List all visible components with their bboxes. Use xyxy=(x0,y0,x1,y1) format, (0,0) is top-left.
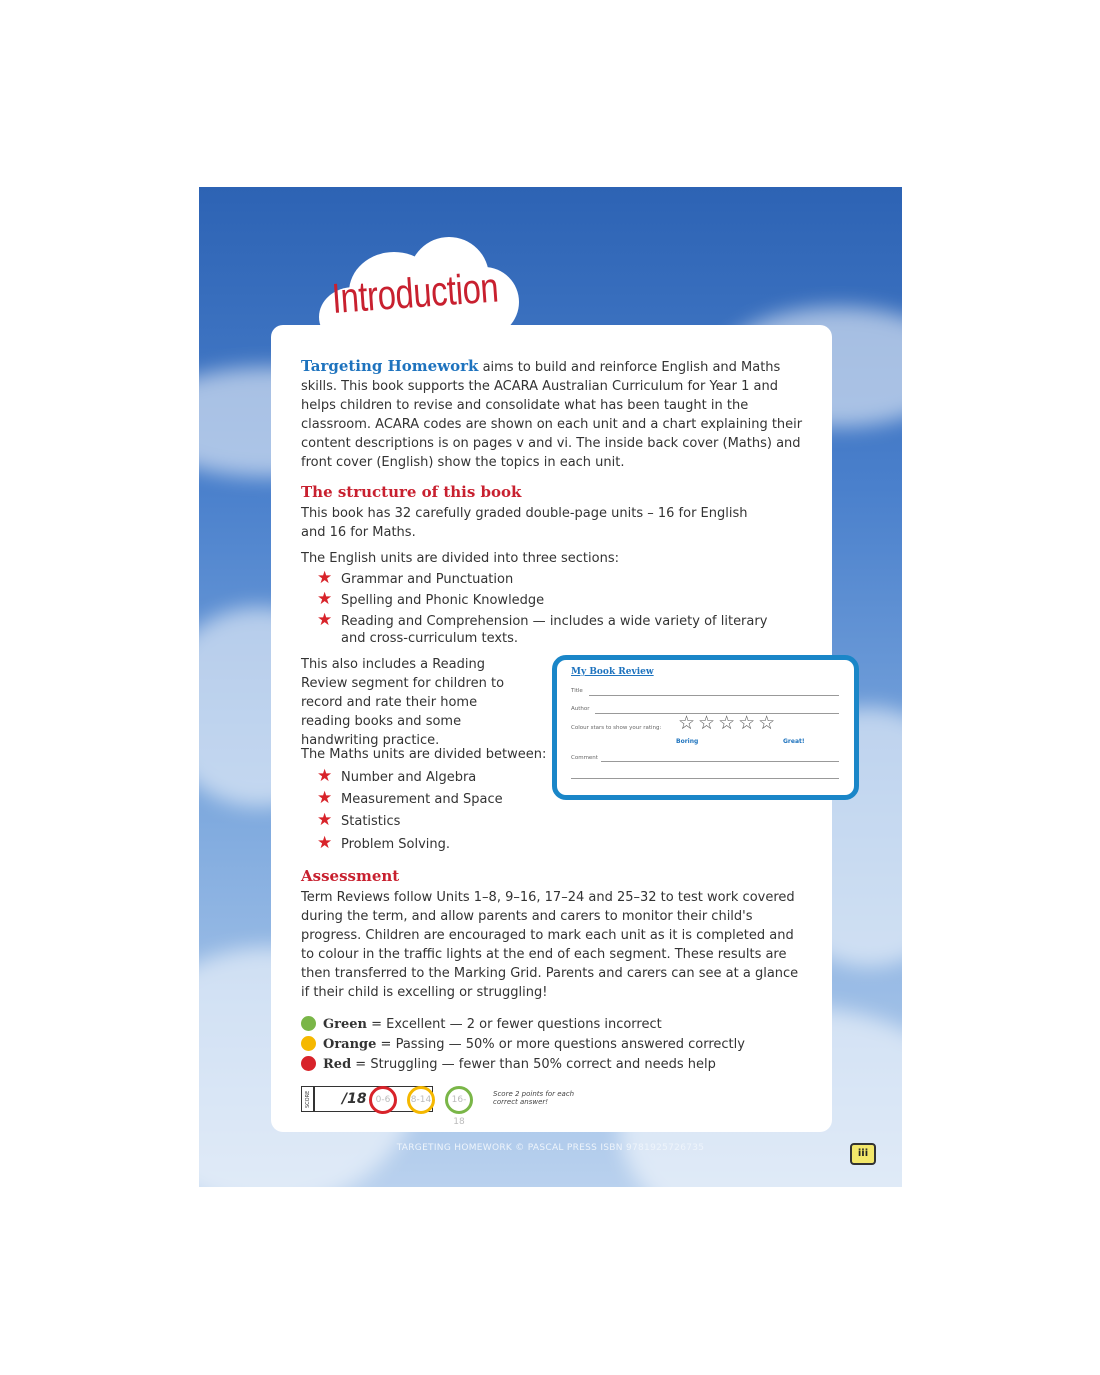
rating-stars-icon: ☆☆☆☆☆ xyxy=(678,712,779,734)
footer-text: TARGETING HOMEWORK © PASCAL PRESS ISBN 9781925726735 xyxy=(396,1143,705,1153)
reading-review-paragraph: This also includes a Reading Review segment for children to record and rate their home reading books and some handwriting practice. xyxy=(301,657,505,748)
assessment-heading: Assessment xyxy=(301,867,400,885)
intro-paragraph xyxy=(301,357,811,472)
structure-heading: The structure of this book xyxy=(301,483,522,501)
title-line xyxy=(589,695,839,696)
star-icon: ★ xyxy=(317,589,333,609)
list-item: ★ Reading and Comprehension — includes a wide variety of literary and cross-curriculum texts. xyxy=(317,610,768,646)
rating-low-label: Boring xyxy=(676,738,699,745)
list-item: ★ Problem Solving. xyxy=(317,833,451,853)
star-icon: ★ xyxy=(317,766,333,786)
intro-text: aims to build and reinforce English and Maths skills. This book supports the ACARA Australian Curriculum for Year 1 and helps children to revise and consolidate what has been taught in the classroom. ACARA codes are shown on each unit and a chart explaining their content descriptions is on pages v and vi. The inside back cover (Maths) and front cover (English) show the topics in each unit. xyxy=(301,360,803,470)
comment-line xyxy=(601,761,839,762)
english-sections-list xyxy=(301,568,771,647)
traffic-light-legend xyxy=(301,1015,745,1075)
star-icon: ★ xyxy=(317,788,333,808)
orange-dot-icon xyxy=(301,1036,316,1051)
author-label: Author xyxy=(571,706,590,712)
brand-name: Targeting Homework xyxy=(301,357,479,375)
star-icon: ★ xyxy=(317,568,333,588)
list-item: ★ Statistics xyxy=(317,810,401,830)
star-icon: ★ xyxy=(317,610,333,630)
book-review-sample xyxy=(552,655,859,800)
score-note: Score 2 points for each correct answer! xyxy=(493,1090,575,1106)
score-box-sample xyxy=(301,1086,661,1127)
score-label: SCORE xyxy=(301,1086,315,1112)
legend-row-orange: Orange = Passing — 50% or more questions answered correctly xyxy=(301,1035,745,1055)
orange-range-ring: 8-14 xyxy=(407,1086,435,1114)
list-item: ★ Number and Algebra xyxy=(317,766,477,786)
book-page xyxy=(199,187,902,1187)
list-item: ★ Grammar and Punctuation xyxy=(317,568,514,588)
english-intro: The English units are divided into three sections: xyxy=(301,551,619,566)
rating-label: Colour stars to show your rating: xyxy=(571,725,662,731)
page-title: Introduction xyxy=(330,263,500,322)
score-total-box: /18 xyxy=(313,1086,433,1112)
legend-row-green: Green = Excellent — 2 or fewer questions incorrect xyxy=(301,1015,745,1035)
red-dot-icon xyxy=(301,1056,316,1071)
rating-high-label: Great! xyxy=(783,738,805,745)
legend-row-red: Red = Struggling — fewer than 50% correct and needs help xyxy=(301,1055,745,1075)
green-dot-icon xyxy=(301,1016,316,1031)
comment-line-2 xyxy=(571,778,839,779)
green-range-ring: 16-18 xyxy=(445,1086,473,1114)
title-label: Title xyxy=(571,688,583,694)
assessment-paragraph: Term Reviews follow Units 1–8, 9–16, 17–24 and 25–32 to test work covered during the term, and allow parents and carers to monitor their child's progress. Children are encouraged to mark each unit as it is completed and to colour in the traffic lights at the end of each segment. These results are then transferred to the Marking Grid. Parents and carers can see at a glance if their child is excelling or struggling! xyxy=(301,890,799,1000)
red-range-ring: 0-6 xyxy=(369,1086,397,1114)
star-icon: ★ xyxy=(317,810,333,830)
structure-paragraph: This book has 32 carefully graded double-page units – 16 for English and 16 for Maths. xyxy=(301,506,748,540)
list-item: ★ Measurement and Space xyxy=(317,788,503,808)
maths-sections-list xyxy=(301,766,551,853)
list-item: ★ Spelling and Phonic Knowledge xyxy=(317,589,545,609)
content-card xyxy=(271,325,832,1132)
star-icon: ★ xyxy=(317,833,333,853)
maths-intro: The Maths units are divided between: xyxy=(301,747,547,762)
comment-label: Comment xyxy=(571,755,598,761)
book-review-title: My Book Review xyxy=(571,667,654,677)
page-number: iii xyxy=(850,1143,876,1165)
